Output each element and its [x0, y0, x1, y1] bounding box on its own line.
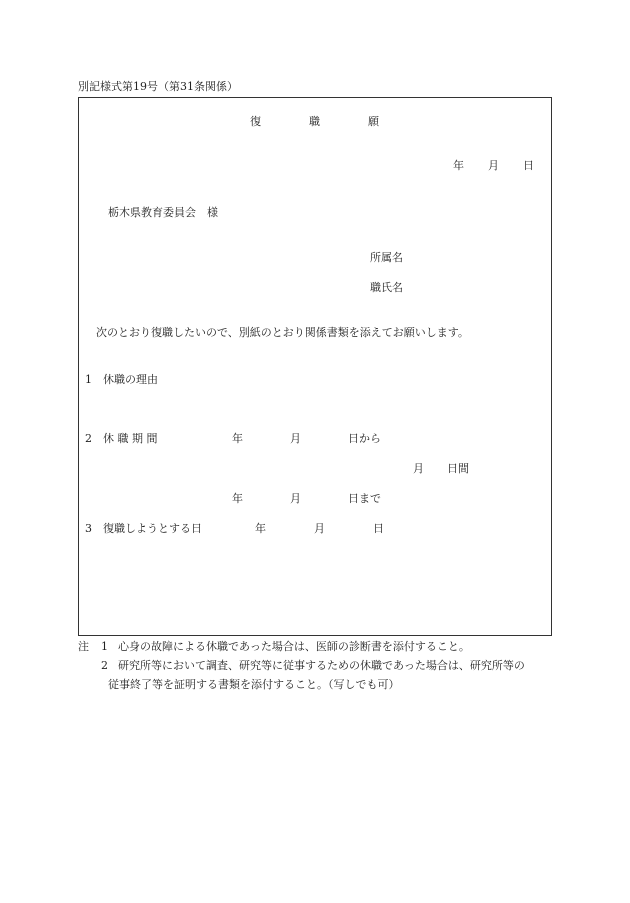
leave-end-year-label: 年: [232, 492, 243, 505]
item2-number: 2: [85, 432, 92, 445]
return-day-label: 日: [373, 522, 384, 535]
request-text: 次のとおり復職したいので、別紙のとおり関係書類を添えてお願いします。: [96, 326, 469, 339]
addressee: 栃木県教育委員会 様: [108, 206, 218, 219]
note2-number: 2: [101, 659, 108, 672]
item1-label: 休職の理由: [103, 373, 158, 386]
item2-label: 休 職 期 間: [103, 432, 158, 445]
item3-label: 復職しようとする日: [103, 522, 202, 535]
note1-text: 心身の故障による休職であった場合は、医師の診断書を添付すること。: [118, 640, 470, 653]
note2-text-line2: 従事終了等を証明する書類を添付すること。（写しでも可）: [108, 678, 400, 691]
date-month-label: 月: [488, 159, 499, 172]
title-char-3: 願: [368, 115, 379, 128]
form-frame: [78, 97, 552, 636]
leave-end-month-label: 月: [290, 492, 301, 505]
leave-end-day-label: 日まで: [348, 492, 381, 505]
note1-number: 1: [101, 640, 108, 653]
item3-number: 3: [85, 522, 92, 535]
leave-start-month-label: 月: [290, 432, 301, 445]
return-year-label: 年: [255, 522, 266, 535]
leave-duration-month-label: 月: [413, 462, 424, 475]
leave-start-day-label: 日から: [348, 432, 381, 445]
leave-duration-day-label: 日間: [447, 462, 469, 475]
notes-prefix: 注: [78, 640, 89, 653]
date-year-label: 年: [453, 159, 464, 172]
date-day-label: 日: [523, 159, 534, 172]
affiliation-label: 所属名: [370, 251, 403, 264]
return-month-label: 月: [314, 522, 325, 535]
title-char-2: 職: [309, 115, 320, 128]
leave-start-year-label: 年: [232, 432, 243, 445]
title-char-1: 復: [250, 115, 261, 128]
name-label: 職氏名: [370, 281, 403, 294]
item1-number: 1: [85, 373, 92, 386]
note2-text-line1: 研究所等において調査、研究等に従事するための休職であった場合は、研究所等の: [118, 659, 525, 672]
form-number-label: 別記様式第19号（第31条関係）: [78, 80, 238, 93]
